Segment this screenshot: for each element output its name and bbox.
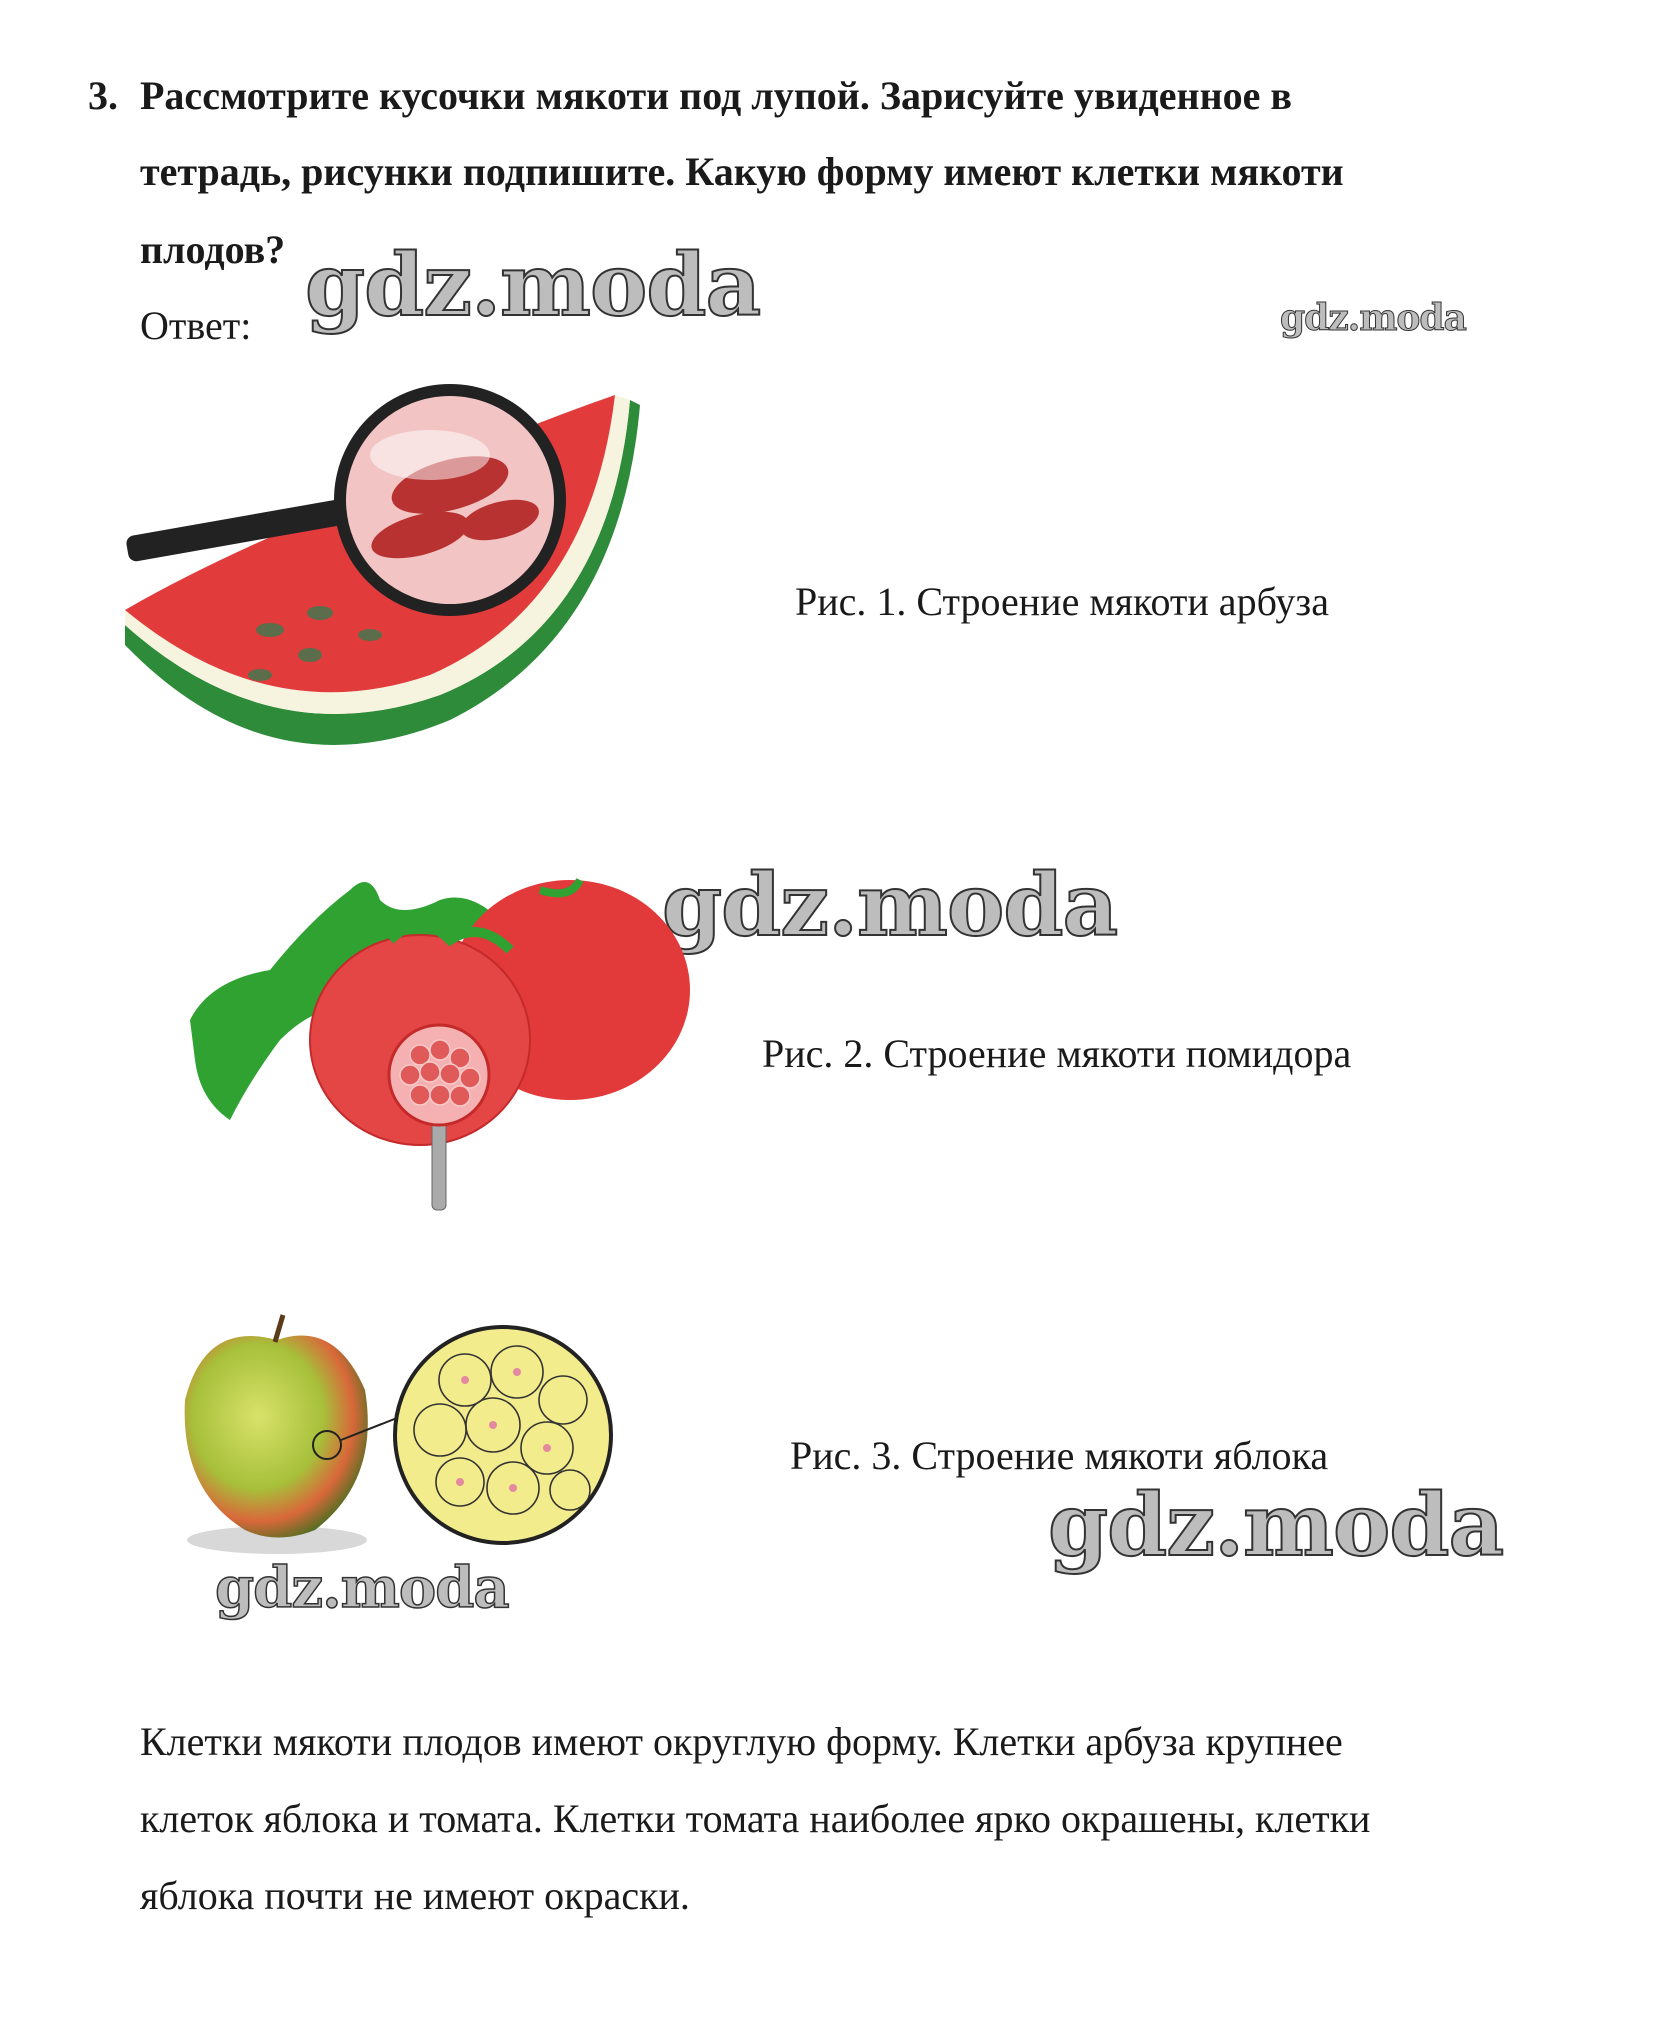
figure-caption-2: Рис. 2. Строение мякоти помидора: [762, 1031, 1352, 1076]
question-number: 3.: [88, 73, 118, 118]
watermark: gdz.moda: [305, 235, 761, 336]
figure-caption-1: Рис. 1. Строение мякоти арбуза: [795, 579, 1329, 624]
watermark: gdz.moda: [1048, 1475, 1504, 1576]
answer-line-3: яблока почти не имеют окраски.: [140, 1873, 690, 1918]
watermark: gdz.moda: [215, 1555, 509, 1621]
answer-line-1: Клетки мякоти плодов имеют округлую форму. Клетки арбуза крупнее: [140, 1719, 1343, 1764]
tomato-icon: [180, 860, 690, 1220]
apple-icon: [165, 1310, 665, 1570]
question-line-2: тетрадь, рисунки подпишите. Какую форму имеют клетки мякоти: [140, 149, 1344, 194]
answer-line-2: клеток яблока и томата. Клетки томата наиболее ярко окрашены, клетки: [140, 1796, 1371, 1841]
watermelon-icon: [120, 375, 680, 775]
answer-label: Ответ:: [140, 303, 252, 348]
watermark: gdz.moda: [1280, 297, 1466, 339]
watermark: gdz.moda: [662, 855, 1118, 956]
question-line-3: плодов?: [140, 227, 286, 272]
question-line-1: Рассмотрите кусочки мякоти под лупой. Зарисуйте увиденное в: [140, 73, 1292, 118]
figure-caption-3: Рис. 3. Строение мякоти яблока: [790, 1433, 1329, 1478]
